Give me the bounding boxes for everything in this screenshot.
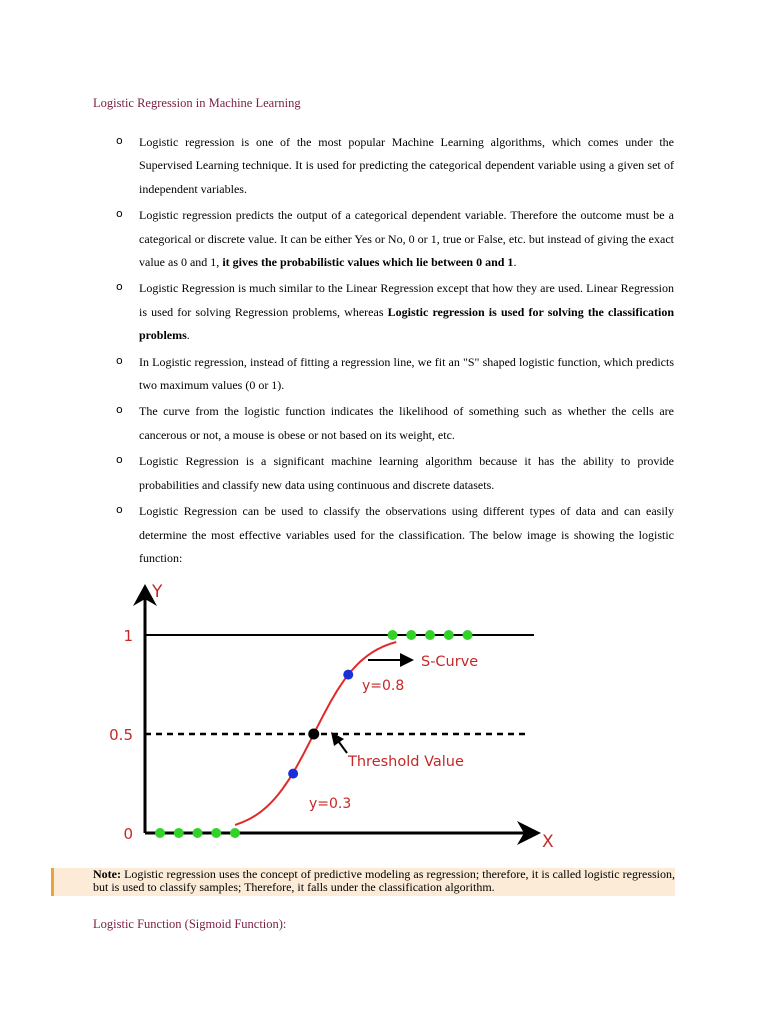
bullet-item [0,131,768,201]
bullet-marker: o [116,453,123,467]
bullet-run: Logistic Regression can be used to classify the observations using different types of data and can easily determine the most effective variables used for the classification. The below image is showing the logistic function: [139,504,674,565]
bullet-marker: o [116,353,123,367]
low-point-label: y=0.3 [309,796,352,812]
threshold-label: Threshold Value [348,754,464,770]
bullet-run: Logistic regression is one of the most popular Machine Learning algorithms, which comes under the Supervised Learning technique. It is used for predicting the categorical dependent variable using a given set of independent variables. [139,135,674,196]
bullet-item [0,204,768,274]
high-point-label: y=0.8 [362,678,405,694]
data-point [193,828,203,838]
y-tick-label: 1 [123,627,133,645]
bullet-text [139,450,674,497]
note-text [93,868,675,895]
data-point [155,828,165,838]
bullet-run: Logistic Regression is much similar to the Linear Regression except that how they are used. Linear Regression is used for solving Regression problems, whereas [139,281,674,319]
page-heading: Logistic Regression in Machine Learning [93,96,301,110]
bullet-item [0,400,768,447]
note-box [51,868,675,896]
bullet-text [139,277,674,347]
data-point [388,630,398,640]
bullet-item [0,500,768,570]
bullet-run: In Logistic regression, instead of fitting a regression line, we fit an "S" shaped logistic function, which predicts two maximum values (0 or 1). [139,354,674,393]
note-body: Logistic regression uses the concept of predictive modeling as regression; therefore, it is called logistic regression, but is used to classify samples; Therefore, it falls under the classification algorithm. [93,867,675,895]
bullet-marker: o [116,280,123,294]
data-point [230,828,240,838]
bullet-text [139,351,674,398]
bullet-text [139,204,674,274]
section-heading: Logistic Function (Sigmoid Function): [93,917,287,931]
x-axis-label: X [542,832,554,852]
bullet-marker: o [116,403,123,417]
labeled-point [288,769,298,779]
bullet-run: The curve from the logistic function indicates the likelihood of something such as whether the cells are cancerous or not, a mouse is obese or not based on its weight, etc. [139,404,674,442]
s-curve-arrowhead [400,653,414,667]
data-point [211,828,221,838]
y-tick-label: 0.5 [109,726,133,744]
bullet-text [139,400,674,447]
bullet-marker: o [116,134,123,147]
bullet-bold-run: it gives the probabilistic values which lie between 0 and 1 [222,255,514,270]
bullet-marker: o [116,503,123,517]
threshold-point [308,729,319,740]
bullet-item [0,450,768,497]
bullet-item [0,351,768,398]
data-point [444,630,454,640]
bullet-list [0,131,768,573]
logistic-chart [100,578,560,853]
data-point [174,828,184,838]
s-curve-label: S-Curve [421,654,479,670]
y-axis-label: Y [152,582,163,602]
bullet-run: Logistic regression predicts the output of a categorical dependent variable. Therefore the outcome must be a categorical or discrete value. It can be either Yes or No, 0 or 1, true or False, etc. but instead of giving the exact value as 0 and 1, [139,208,674,270]
data-point [425,630,435,640]
labeled-point [343,670,353,680]
bullet-run: Logistic Regression is a significant machine learning algorithm because it has the ability to provide probabilities and classify new data using continuous and discrete datasets. [139,454,674,492]
bullet-bold-run: Logistic regression is used for solving the classification problems [139,304,674,343]
data-point [463,630,473,640]
y-tick-label: 0 [123,825,133,843]
note-label: Note: [93,867,121,881]
data-point [406,630,416,640]
bullet-text [139,500,674,570]
bullet-marker: o [116,207,123,221]
bullet-text [139,131,674,201]
bullet-item [0,277,768,347]
bullet-run: . [186,328,190,343]
bullet-run: . [513,255,517,270]
